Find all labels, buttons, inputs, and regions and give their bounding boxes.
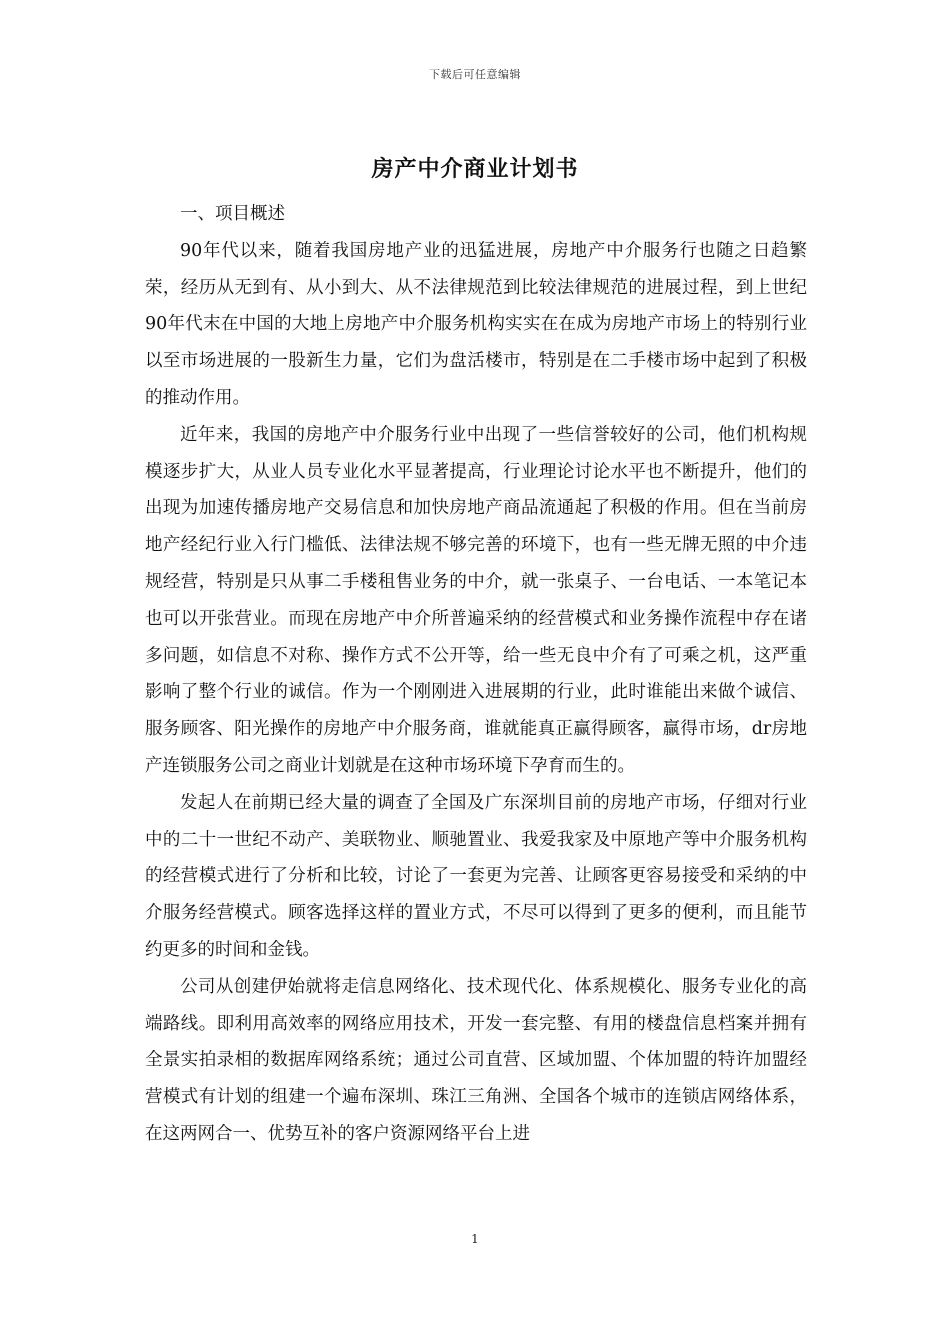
document-title: 房产中介商业计划书 — [371, 156, 579, 182]
document-body — [145, 196, 807, 1153]
section-heading: 一、项目概述 — [180, 204, 285, 224]
paragraph-2: 近年来，我国的房地产中介服务行业中出现了一些信誉较好的公司，他们机构规模逐步扩大，从业人员专业化水平显著提高，行业理论讨论水平也不断提升，他们的出现为加速传播房地产交易信息和加快房地产商品流通起了积极的作用。但在当前房地产经纪行业入行门槛低、法律法规不够完善的环境下，也有一些无牌无照的中介违规经营，特别是只从事二手楼租售业务的中介，就一张桌子、一台电话、一本笔记本也可以开张营业。而现在房地产中介所普遍采纳的经营模式和业务操作流程中存在诸多问题，如信息不对称、操作方式不公开等，给一些无良中介有了可乘之机，这严重影响了整个行业的诚信。作为一个刚刚进入进展期的行业，此时谁能出来做个诚信、服务顾客、阳光操作的房地产中介服务商，谁就能真正赢得顾客，赢得市场，dr房地产连锁服务公司之商业计划就是在这种市场环境下孕育而生的。 — [145, 424, 807, 776]
paragraph-1: 90年代以来，随着我国房地产业的迅猛进展，房地产中介服务行也随之日趋繁荣，经历从无到有、从小到大、从不法律规范到比较法律规范的进展过程，到上世纪90年代末在中国的大地上房地产中介服务机构实实在在成为房地产市场上的特别行业以至市场进展的一股新生力量，它们为盘活楼市，特别是在二手楼市场中起到了积极的推动作用。 — [145, 240, 807, 408]
page-number: 1 — [471, 1232, 479, 1246]
paragraph-4: 公司从创建伊始就将走信息网络化、技术现代化、体系规模化、服务专业化的高端路线。即利用高效率的网络应用技术，开发一套完整、有用的楼盘信息档案并拥有全景实拍录相的数据库网络系统；通过公司直营、区域加盟、个体加盟的特许加盟经营模式有计划的组建一个遍布深圳、珠江三角洲、全国各个城市的连锁店网络体系，在这两网合一、优势互补的客户资源网络平台上进 — [145, 976, 807, 1144]
paragraph-3: 发起人在前期已经大量的调查了全国及广东深圳目前的房地产市场，仔细对行业中的二十一世纪不动产、美联物业、顺驰置业、我爱我家及中原地产等中介服务机构的经营模式进行了分析和比较，讨论了一套更为完善、让顾客更容易接受和采纳的中介服务经营模式。顾客选择这样的置业方式，不尽可以得到了更多的便利，而且能节约更多的时间和金钱。 — [145, 792, 807, 960]
header-note: 下载后可任意编辑 — [429, 68, 521, 81]
